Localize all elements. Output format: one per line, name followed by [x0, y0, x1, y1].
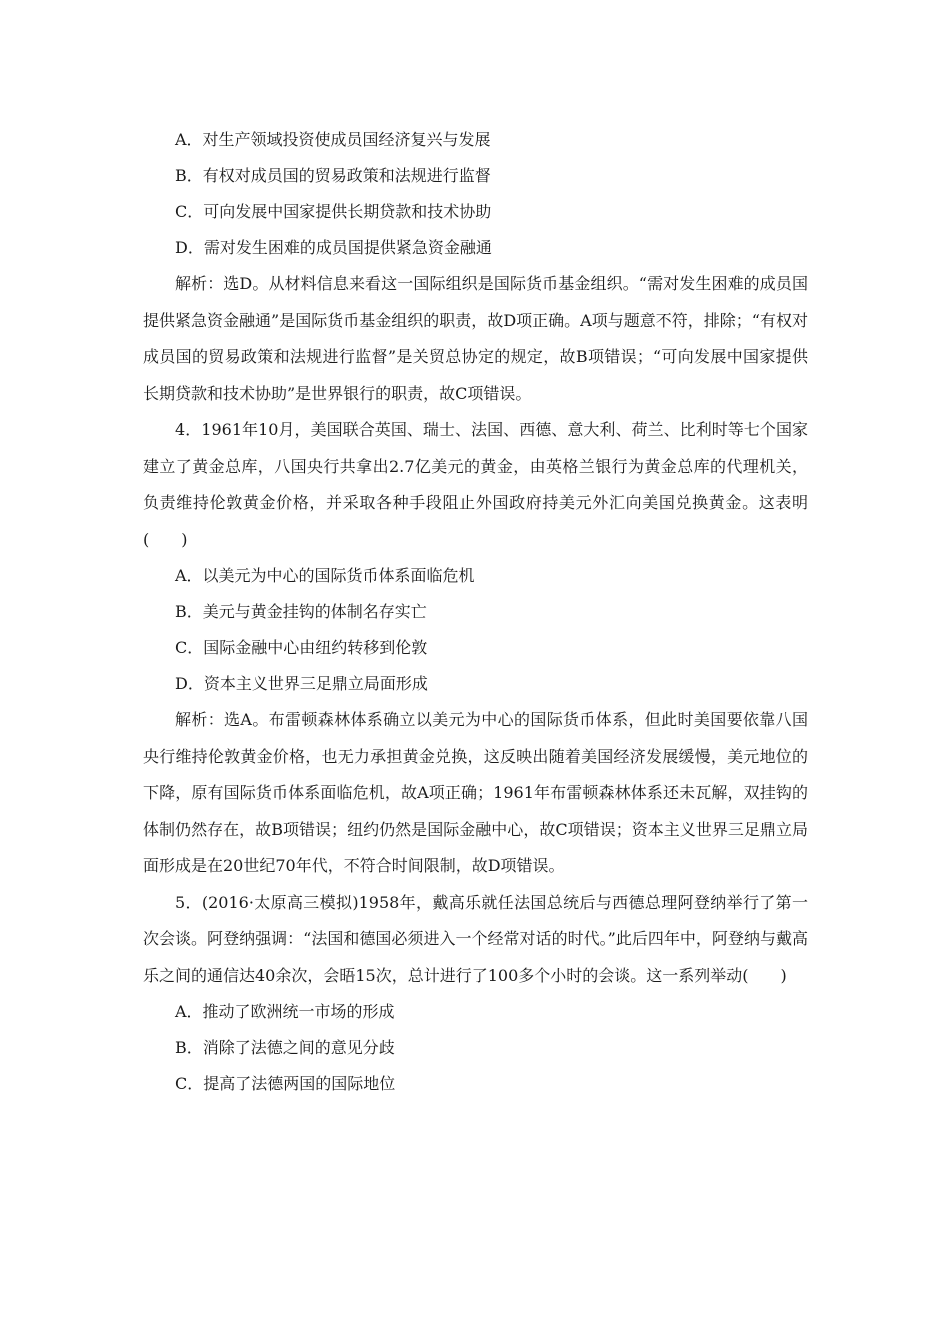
- q4-option-c: C．国际金融中心由纽约转移到伦敦: [175, 638, 428, 657]
- q4-option-b: B．美元与黄金挂钩的体制名存实亡: [175, 602, 427, 621]
- q3-option-c: C．可向发展中国家提供长期贷款和技术协助: [175, 202, 492, 221]
- q5-option-c: C．提高了法德两国的国际地位: [175, 1074, 396, 1093]
- q3-option-b: B．有权对成员国的贸易政策和法规进行监督: [175, 166, 491, 185]
- q4-stem: 4．1961年10月，美国联合英国、瑞士、法国、西德、意大利、荷兰、比利时等七个国家建立了黄金总库，八国央行共拿出2.7亿美元的黄金，由英格兰银行为黄金总库的代理机关，负责维持伦敦黄金价格，并采取各种手段阻止外国政府持美元外汇向美国兑换黄金。这表明( ): [143, 420, 808, 549]
- q3-option-a: A．对生产领域投资使成员国经济复兴与发展: [175, 130, 491, 149]
- q4-option-a: A．以美元为中心的国际货币体系面临危机: [175, 566, 475, 585]
- q5-stem: 5．(2016·太原高三模拟)1958年，戴高乐就任法国总统后与西德总理阿登纳举行了第一次会谈。阿登纳强调：“法国和德国必须进入一个经常对话的时代。”此后四年中，阿登纳与戴高乐之间的通信达40余次，会晤15次，总计进行了100多个小时的会谈。这一系列举动( ): [143, 892, 808, 985]
- document-body: [143, 122, 808, 1102]
- q3-analysis: 解析：选D。从材料信息来看这一国际组织是国际货币基金组织。“需对发生困难的成员国提供紧急资金融通”是国际货币基金组织的职责，故D项正确。A项与题意不符，排除；“有权对成员国的贸易政策和法规进行监督”是关贸总协定的规定，故B项错误；“可向发展中国家提供长期贷款和技术协助”是世界银行的职责，故C项错误。: [143, 274, 808, 403]
- q5-option-a: A．推动了欧洲统一市场的形成: [175, 1002, 395, 1021]
- q5-option-b: B．消除了法德之间的意见分歧: [175, 1038, 395, 1057]
- q4-analysis: 解析：选A。布雷顿森林体系确立以美元为中心的国际货币体系，但此时美国要依靠八国央行维持伦敦黄金价格，也无力承担黄金兑换，这反映出随着美国经济发展缓慢，美元地位的下降，原有国际货币体系面临危机，故A项正确；1961年布雷顿森林体系还未瓦解，双挂钩的体制仍然存在，故B项错误；纽约仍然是国际金融中心，故C项错误；资本主义世界三足鼎立局面形成是在20世纪70年代，不符合时间限制，故D项错误。: [143, 710, 808, 875]
- q3-option-d: D．需对发生困难的成员国提供紧急资金融通: [175, 238, 492, 257]
- q4-option-d: D．资本主义世界三足鼎立局面形成: [175, 674, 428, 693]
